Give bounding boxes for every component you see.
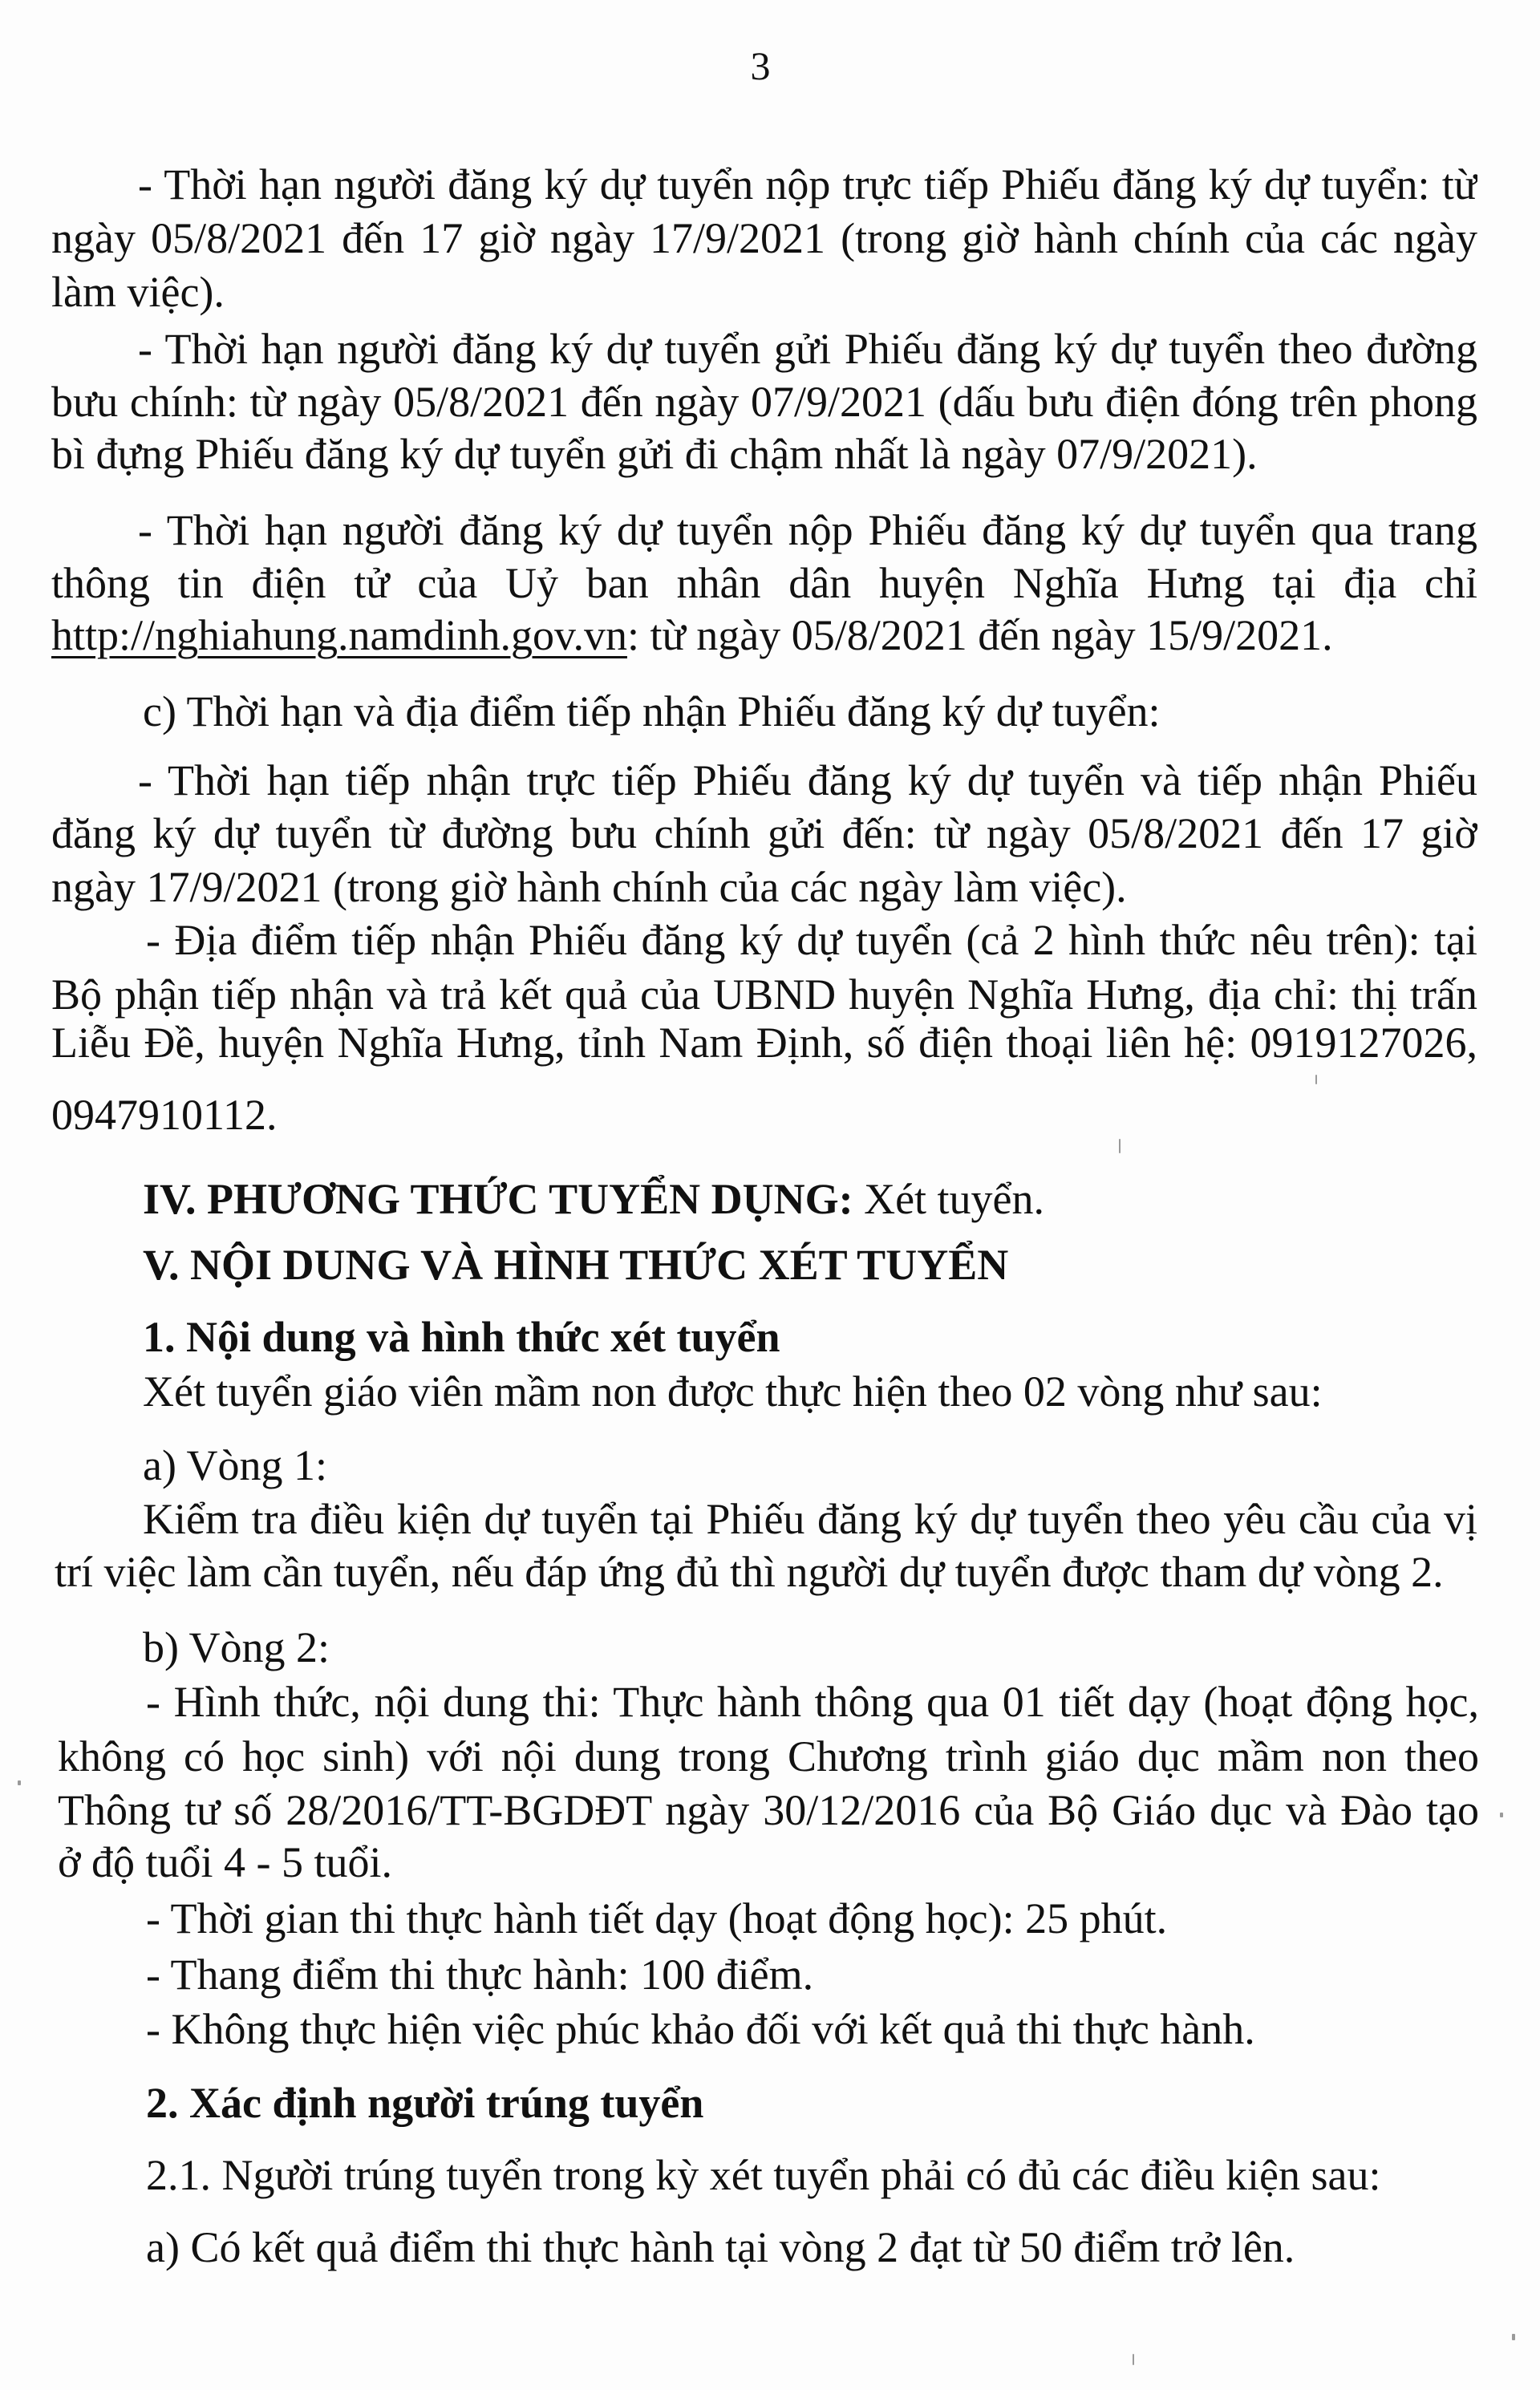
paragraph-line: - Thời hạn tiếp nhận trực tiếp Phiếu đăng ký dự tuyển và tiếp nhận Phiếu [138,756,1477,804]
paragraph-line: Xét tuyển giáo viên mầm non được thực hiện theo 02 vòng như sau: [143,1367,1323,1416]
paragraph-line: - Thời hạn người đăng ký dự tuyển gửi Phiếu đăng ký dự tuyển theo đường [138,325,1477,373]
paragraph-line: 2.1. Người trúng tuyển trong kỳ xét tuyển phải có đủ các điều kiện sau: [146,2151,1381,2199]
paragraph-line: - Hình thức, nội dung thi: Thực hành thông qua 01 tiết dạy (hoạt động học, [146,1678,1479,1726]
paragraph-line: - Thời hạn người đăng ký dự tuyển nộp trực tiếp Phiếu đăng ký dự tuyển: từ [138,160,1477,209]
section-iv-value: Xét tuyển. [853,1175,1045,1223]
paragraph-line: đăng ký dự tuyển từ đường bưu chính gửi đến: từ ngày 05/8/2021 đến 17 giờ [51,809,1477,857]
paragraph-line: trí việc làm cần tuyển, nếu đáp ứng đủ thì người dự tuyển được tham dự vòng 2. [55,1548,1444,1596]
scan-speck [1315,1075,1317,1084]
scan-speck [1119,1139,1121,1153]
list-item: - Thời gian thi thực hành tiết dạy (hoạt động học): 25 phút. [146,1894,1168,1942]
paragraph-line: thông tin điện tử của Uỷ ban nhân dân huyện Nghĩa Hưng tại địa chỉ [51,559,1477,607]
paragraph-line: ở độ tuổi 4 - 5 tuổi. [58,1838,393,1886]
paragraph-line: Thông tư số 28/2016/TT-BGDĐT ngày 30/12/2016 của Bộ Giáo dục và Đào tạo [58,1786,1479,1834]
paragraph-line: Liễu Đề, huyện Nghĩa Hưng, tỉnh Nam Định, số điện thoại liên hệ: 0919127026, [51,1019,1477,1067]
subsection-heading: c) Thời hạn và địa điểm tiếp nhận Phiếu đăng ký dự tuyển: [143,687,1161,735]
scan-speck [1512,2334,1515,2340]
round-1-label: a) Vòng 1: [143,1441,327,1489]
scan-speck [18,1780,21,1785]
paragraph-line: a) Có kết quả điểm thi thực hành tại vòng 2 đạt từ 50 điểm trở lên. [146,2223,1295,2271]
section-iv-heading: IV. PHƯƠNG THỨC TUYỂN DỤNG: [143,1175,853,1223]
list-item: - Thang điểm thi thực hành: 100 điểm. [146,1950,814,1999]
scan-speck [1500,1813,1503,1817]
paragraph-line: Kiểm tra điều kiện dự tuyển tại Phiếu đăng ký dự tuyển theo yêu cầu của vị [143,1495,1477,1543]
website-link[interactable]: http://nghiahung.namdinh.gov.vn [51,611,627,659]
paragraph-line: - Địa điểm tiếp nhận Phiếu đăng ký dự tuyển (cả 2 hình thức nêu trên): tại [146,916,1477,964]
paragraph-line: - Thời hạn người đăng ký dự tuyển nộp Phiếu đăng ký dự tuyển qua trang [138,506,1477,554]
subsection-1-heading: 1. Nội dung và hình thức xét tuyển [143,1313,780,1361]
online-deadline-text: : từ ngày 05/8/2021 đến ngày 15/9/2021. [626,611,1333,659]
phone-number: 0947910112. [51,1091,278,1139]
paragraph-line [51,611,1333,659]
list-item: - Không thực hiện việc phúc khảo đối với kết quả thi thực hành. [146,2005,1255,2053]
section-v-heading: V. NỘI DUNG VÀ HÌNH THỨC XÉT TUYỂN [143,1241,1009,1289]
round-2-label: b) Vòng 2: [143,1623,330,1671]
paragraph-line: làm việc). [51,268,225,316]
paragraph-line: ngày 17/9/2021 (trong giờ hành chính của các ngày làm việc). [51,863,1127,911]
scan-speck [1133,2354,1134,2365]
subsection-2-heading: 2. Xác định người trúng tuyển [146,2079,704,2127]
section-iv [143,1175,1044,1223]
paragraph-line: bì đựng Phiếu đăng ký dự tuyển gửi đi chậm nhất là ngày 07/9/2021). [51,430,1258,478]
page-number: 3 [750,43,771,88]
paragraph-line: không có học sinh) với nội dung trong Chương trình giáo dục mầm non theo [58,1732,1479,1780]
paragraph-line: bưu chính: từ ngày 05/8/2021 đến ngày 07/9/2021 (dấu bưu điện đóng trên phong [51,378,1477,426]
paragraph-line: Bộ phận tiếp nhận và trả kết quả của UBND huyện Nghĩa Hưng, địa chỉ: thị trấn [51,970,1477,1019]
paragraph-line: ngày 05/8/2021 đến 17 giờ ngày 17/9/2021 (trong giờ hành chính của các ngày [51,214,1477,262]
